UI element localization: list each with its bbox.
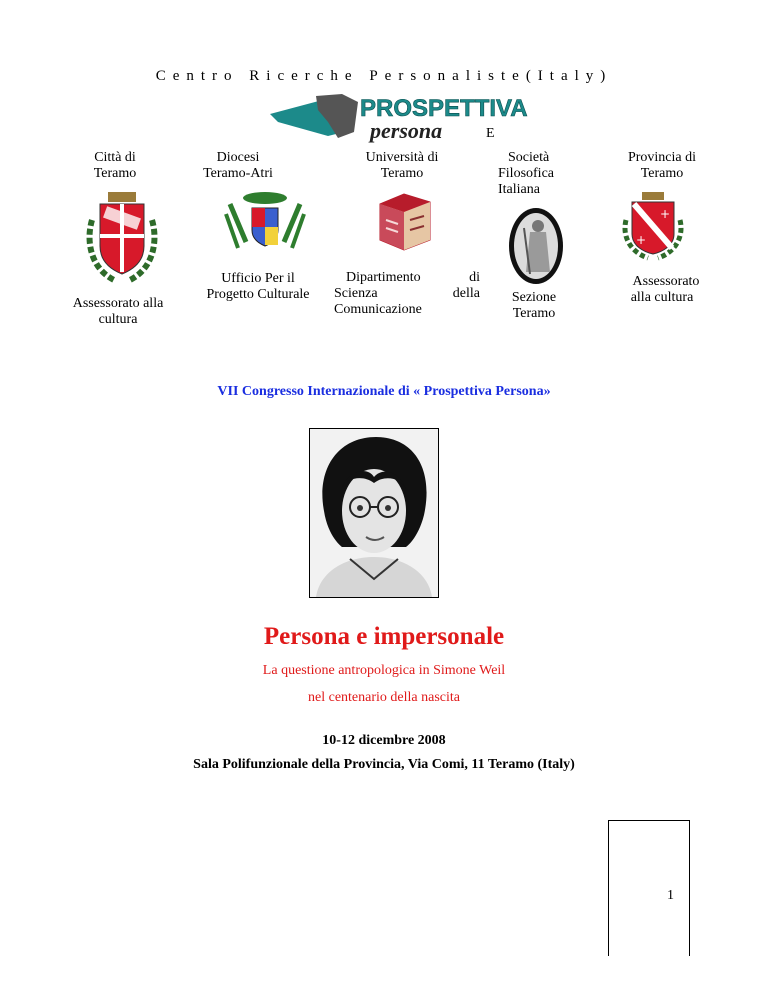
col2-bottom [196,271,320,303]
citta-teramo-coat-of-arms-icon [84,190,160,291]
col3-bottom-word-dipartimento: Dipartimento [346,270,421,285]
col4-bottom [494,290,574,322]
congress-title: VII Congresso Internazionale di « Prospettiva Persona» [217,384,551,399]
col5-top [614,150,710,182]
col1-top [72,150,158,182]
svg-text:+: + [660,207,671,221]
col3-top [352,150,452,182]
event-dates: 10-12 dicembre 2008 [322,733,446,748]
col1-top-line2: Teramo [93,166,137,181]
logo-conjunction: E [486,126,495,141]
col3-top-line2: Teramo [380,166,424,181]
societa-filosofica-medallion-icon [508,206,564,291]
provincia-teramo-coat-of-arms-icon [620,190,686,265]
col4-top-line2: Filosofica [498,166,554,181]
event-subtitle-line2: nel centenario della nascita [308,690,460,705]
page-number: 1 [667,888,674,903]
col4-top-line1: Società [508,150,550,165]
event-subtitle-line1: La questione antropologica in Simone Weil [262,663,506,678]
diocese-coat-of-arms-icon [224,190,306,259]
col4-bottom-line2: Teramo [512,306,556,321]
logo-word-prospettiva: PROSPETTIVA [360,95,528,122]
col2-top-line2: Teramo-Atri [203,166,273,181]
col2-bottom-line2: Progetto Culturale [206,287,310,302]
col1-bottom-line2: cultura [98,312,138,327]
col4-bottom-line1: Sezione [511,290,557,305]
col4-top-line3: Italiana [498,182,540,197]
col3-bottom-line1 [334,270,480,286]
col2-top-line1: Diocesi [216,150,260,165]
col5-bottom-line2: alla cultura [630,290,694,305]
col3-bottom-line3: Comunicazione [334,302,422,317]
event-venue: Sala Polifunzionale della Provincia, Via Comi, 11 Teramo (Italy) [193,757,575,772]
logo-word-persona: persona [370,118,443,143]
col3-bottom-word-scienza: Scienza [334,286,378,301]
simone-weil-portrait [309,428,439,598]
col5-bottom [614,274,710,306]
event-title: Persona e impersonale [263,623,505,650]
col1-bottom-line1: Assessorato alla [72,296,164,311]
col2-bottom-line1: Ufficio Per il [221,271,295,286]
col3-top-line1: Università di [365,150,439,165]
logo-graphic-icon [268,92,528,143]
col1-top-line1: Città di [94,150,136,165]
svg-text:+: + [636,233,647,247]
col3-bottom-word-della: della [452,286,480,301]
col2-top [190,150,286,182]
prospettiva-persona-logo [268,92,528,143]
header-organization: Centro Ricerche Personaliste(Italy) [155,68,613,84]
universita-teramo-logo-icon [374,190,434,257]
portrait-photo-icon [310,429,438,597]
col3-bottom-line2 [334,286,480,302]
col3-bottom [334,270,480,318]
col4-top [492,150,578,198]
col3-bottom-word-di: di [469,270,480,285]
page-number-frame [608,820,690,956]
col5-top-line2: Teramo [640,166,684,181]
col1-bottom [58,296,178,328]
col5-top-line1: Provincia di [627,150,697,165]
col5-bottom-line1: Assessorato [632,274,700,289]
